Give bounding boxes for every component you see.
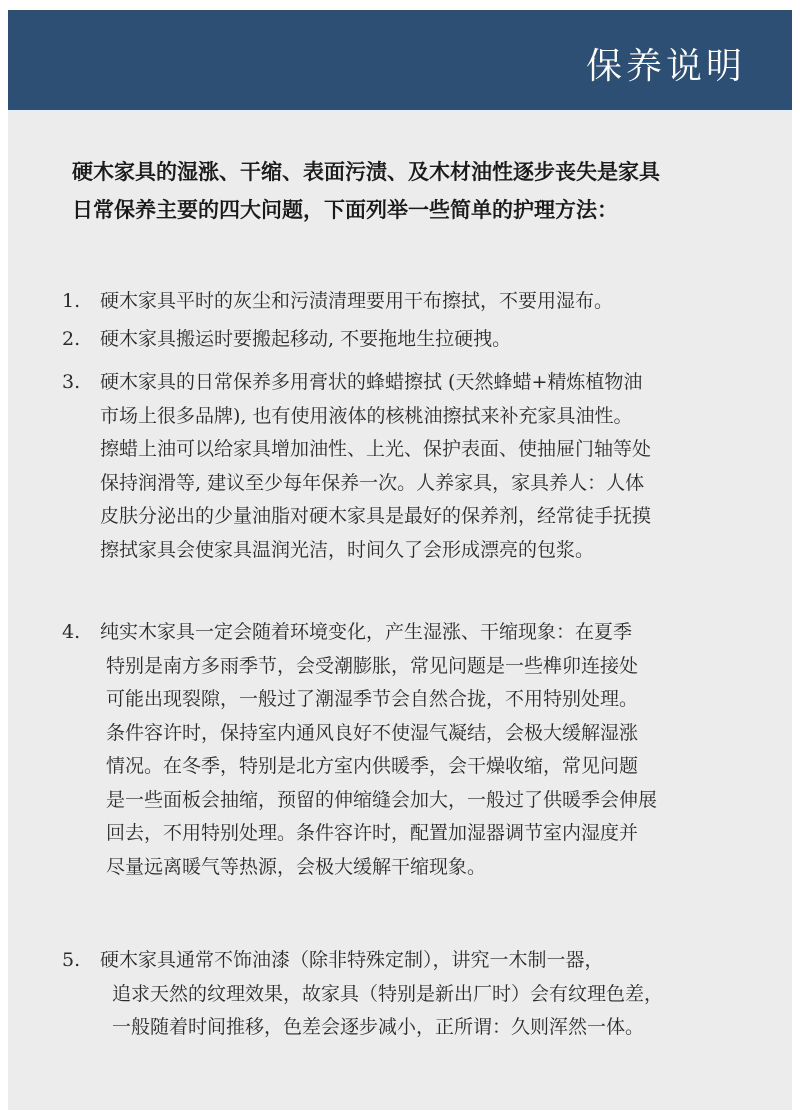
item-line: 条件容许时，保持室内通风良好不使湿气凝结，会极大缓解湿涨 bbox=[106, 721, 639, 744]
item-line: 硬木家具平时的灰尘和污渍清理要用干布擦拭，不要用湿布。 bbox=[100, 290, 614, 312]
item-number: 5. bbox=[62, 949, 81, 971]
care-item-4 bbox=[62, 616, 762, 884]
item-line: 硬木家具搬运时要搬起移动, 不要拖地生拉硬拽。 bbox=[100, 328, 512, 350]
item-number: 2. bbox=[62, 328, 81, 350]
care-item-2 bbox=[62, 323, 762, 357]
item-line: 擦蜡上油可以给家具增加油性、上光、保护表面、使抽屉门轴等处 bbox=[100, 438, 652, 460]
item-number: 4. bbox=[62, 621, 81, 643]
header-banner bbox=[8, 10, 792, 110]
item-line: 保持润滑等, 建议至少每年保养一次。人养家具，家具养人：人体 bbox=[100, 471, 645, 494]
intro-line: 日常保养主要的四大问题，下面列举一些简单的护理方法： bbox=[72, 198, 618, 222]
item-line: 追求天然的纹理效果，故家具（特别是新出厂时）会有纹理色差， bbox=[112, 982, 664, 1005]
intro-paragraph bbox=[72, 153, 732, 229]
item-line: 可能出现裂隙，一般过了潮湿季节会自然合拢，不用特别处理。 bbox=[106, 688, 639, 710]
item-line: 纯实木家具一定会随着环境变化，产生湿涨、干缩现象：在夏季 bbox=[100, 621, 633, 643]
item-line: 硬木家具通常不饰油漆（除非特殊定制），讲究一木制一器， bbox=[100, 949, 604, 971]
item-number: 3. bbox=[62, 371, 81, 393]
care-item-1 bbox=[62, 285, 762, 319]
item-number: 1. bbox=[62, 290, 81, 312]
item-line: 擦拭家具会使家具温润光洁，时间久了会形成漂亮的包浆。 bbox=[100, 538, 595, 561]
item-line: 市场上很多品牌), 也有使用液体的核桃油擦拭来补充家具油性。 bbox=[100, 404, 633, 427]
item-line: 特别是南方多雨季节，会受潮膨胀，常见问题是一些榫卯连接处 bbox=[106, 654, 639, 677]
item-line: 回去，不用特别处理。条件容许时，配置加湿器调节室内湿度并 bbox=[106, 822, 639, 844]
care-item-5 bbox=[62, 944, 762, 1045]
item-line: 是一些面板会抽缩，预留的伸缩缝会加大，一般过了供暖季会伸展 bbox=[106, 788, 658, 811]
care-item-3 bbox=[62, 366, 762, 567]
item-line: 皮肤分泌出的少量油脂对硬木家具是最好的保养剂，经常徒手抚摸 bbox=[100, 505, 652, 527]
item-line: 情况。在冬季，特别是北方室内供暖季，会干燥收缩，常见问题 bbox=[106, 755, 639, 777]
item-line: 一般随着时间推移，色差会逐步减小，正所谓：久则浑然一体。 bbox=[112, 1016, 645, 1038]
item-line: 硬木家具的日常保养多用膏状的蜂蜡擦拭 (天然蜂蜡+精炼植物油 bbox=[100, 371, 643, 393]
intro-line: 硬木家具的湿涨、干缩、表面污渍、及木材油性逐步丧失是家具 bbox=[72, 160, 660, 184]
item-line: 尽量远离暖气等热源，会极大缓解干缩现象。 bbox=[106, 855, 487, 878]
page-title: 保养说明 bbox=[585, 46, 746, 87]
